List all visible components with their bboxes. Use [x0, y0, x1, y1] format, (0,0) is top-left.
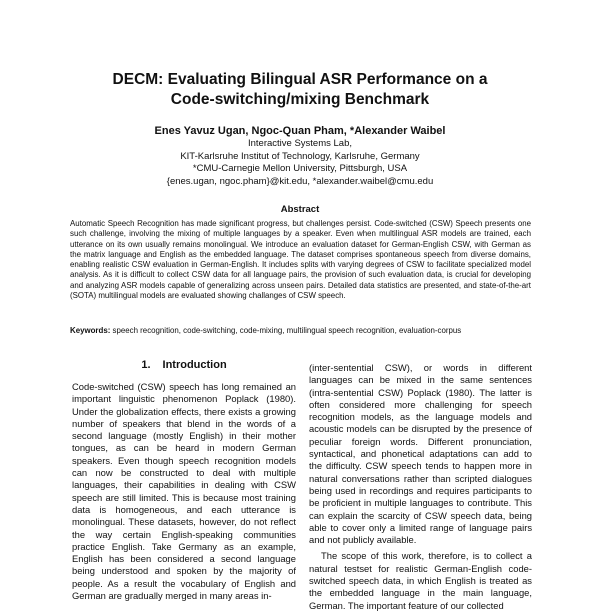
intro-paragraph-3: The scope of this work, therefore, is to collect a natural testset for realistic German-English code-switched speech data, in which English is treated as the embedded language in the main language, German. The important feature of our collected — [309, 550, 532, 611]
paper-title — [0, 70, 600, 110]
paper-title-line-2: Code-switching/mixing Benchmark — [170, 91, 430, 108]
affiliations — [0, 138, 600, 188]
section-number: 1. — [141, 359, 151, 371]
abstract-heading: Abstract — [280, 204, 320, 215]
author-list: Enes Yavuz Ugan, Ngoc-Quan Pham, *Alexander Waibel — [154, 125, 446, 137]
keywords — [70, 326, 531, 336]
paper-title-line-1: DECM: Evaluating Bilingual ASR Performance on a — [112, 71, 488, 88]
left-column — [72, 358, 296, 602]
intro-paragraph-2: (inter-sentential CSW), or words in different languages can be mixed in the same sentences (intra-sentential CSW) Poplack (1980). The latter is often considered more challenging for speech recognition models, as the language models and acoustic models can be disrupted by the presence of peculiar foreign words. Different pronunciation, syntactical, and phonetical adaptations can add to the difficulty. CSW speech tends to happen more in natural conversations rather than scripted dialogues being used in recordings and requires participants to be proficient in multiple languages to contribute. This can explain the scarcity of CSW speech data, being able to cover only a limited range of language pairs and not publicly available. — [309, 362, 532, 546]
abstract-text: Automatic Speech Recognition has made significant progress, but challenges persist. Code-switched (CSW) Speech presents one such challenge, involving the mixing of multiple languages by a speaker. Even when multilingual ASR models are trained, each utterance on its own usually remains monolingual. We introduce an evaluation dataset for German-English CSW, with German as the matrix language and English as the embedded language. The dataset comprises spontaneous speech from diverse domains, enabling realistic CSW evaluation in German-English. It includes splits with varying degrees of CSW to facilitate specialized model analysis. As it is difficult to collect CSW data for all language pairs, the provision of such evaluation data, is crucial for developing and analyzing ASR models capable of generalizing across unseen pairs. Detailed data statistics are presented, and state-of-the-art (SOTA) multilingual models are evaluated showing challanges of CSW speech. — [70, 219, 531, 301]
intro-paragraph-1: Code-switched (CSW) speech has long remained an important linguistic phenomenon Poplack (1980). Under the globalization effects, there exists a growing number of speakers that blend in the words of a second language (mostly English) in their mother tongues, as can be heard in modern German speakers. Even though speech recognition models can now be constructed to deal with multiple languages, their capabilities in dealing with CSW speech are still limited. This is because most training data is homogeneous, and each utterance is monolingual. These datasets, however, do not reflect the way certain English-speaking communities practice English. Take Germany as an example, English has been considered a second language being understood and spoken by the majority of people. As a result the vocabulary of English and German are gradually merged in many areas in- — [72, 381, 296, 602]
affiliation-line-3: *CMU-Carnegie Mellon University, Pittsburgh, USA — [192, 163, 408, 174]
author-emails: {enes.ugan, ngoc.pham}@kit.edu, *alexander.waibel@cmu.edu — [166, 175, 434, 187]
section-title: Introduction — [162, 359, 227, 371]
right-column — [309, 362, 532, 612]
affiliation-line-1: Interactive Systems Lab, — [247, 138, 353, 149]
section-heading-introduction — [72, 358, 296, 372]
keywords-text: speech recognition, code-switching, code-mixing, multilingual speech recognition, evaluation-corpus — [112, 326, 462, 335]
keywords-label: Keywords: — [70, 326, 111, 335]
affiliation-line-2: KIT-Karlsruhe Institut of Technology, Karlsruhe, Germany — [180, 150, 420, 162]
